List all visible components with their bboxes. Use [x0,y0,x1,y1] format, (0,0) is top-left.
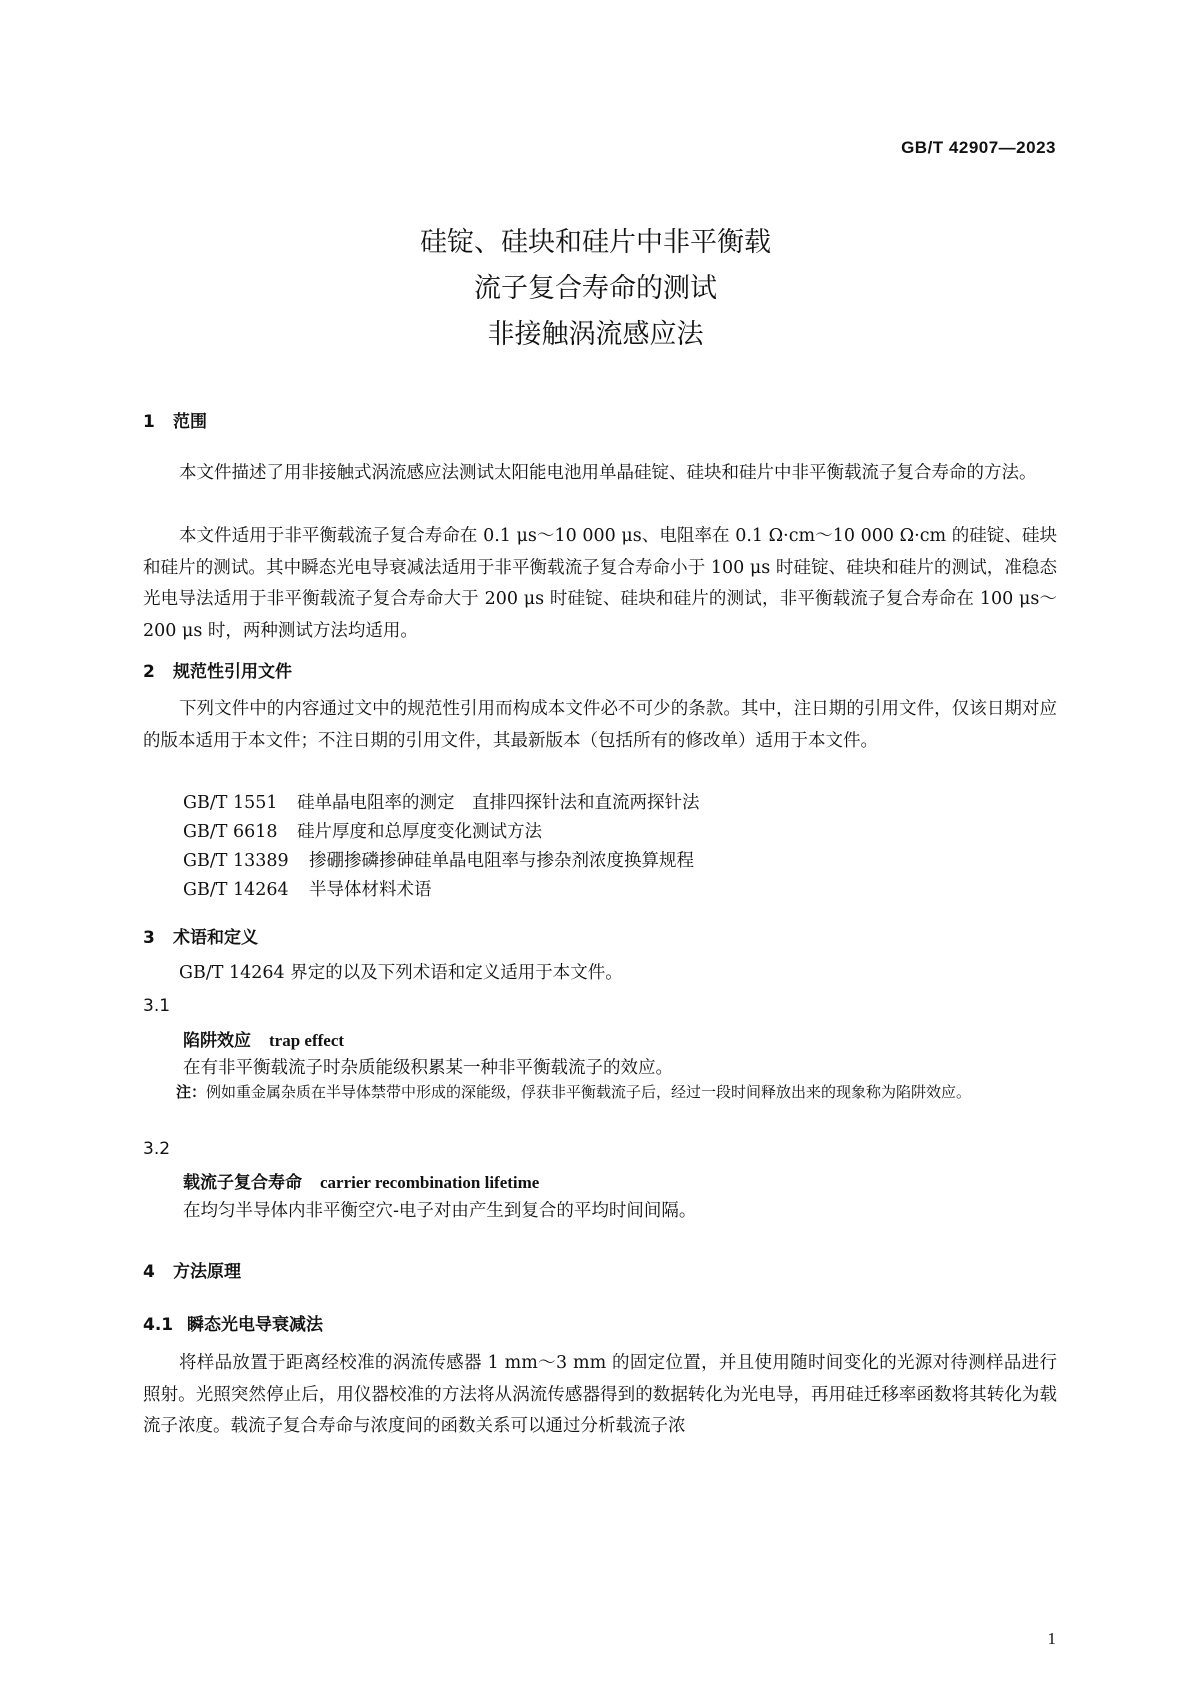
term-note [176,1078,1092,1106]
section-title: 术语和定义 [173,928,258,948]
document-title-line-3: 非接触涡流感应法 [487,319,704,350]
section-number: 2 [143,662,155,682]
term-entry [183,1168,539,1193]
reference-item [183,876,432,901]
term-english: trap effect [269,1031,345,1050]
subsection-number: 4.1 [143,1315,174,1335]
section-3-heading [143,923,258,948]
term-entry [183,1026,344,1051]
section-1-paragraph-1: 本文件描述了用非接触式涡流感应法测试太阳能电池用单晶硅锭、硅块和硅片中非平衡载流子复合寿命的方法。 [179,463,1037,483]
reference-title: 硅单晶电阻率的测定 直排四探针法和直流两探针法 [297,793,700,813]
section-number: 1 [143,412,155,432]
section-title: 规范性引用文件 [173,662,292,682]
note-text: 例如重金属杂质在半导体禁带中形成的深能级，俘获非平衡载流子后，经过一段时间释放出来的现象称为陷阱效应。 [206,1083,972,1101]
section-2-heading [143,657,292,682]
term-english: carrier recombination lifetime [320,1173,540,1192]
reference-item [183,847,694,872]
reference-code: GB/T 1551 [183,793,278,813]
term-number: 3.1 [143,996,171,1016]
section-number: 3 [143,928,155,948]
note-label: 注： [176,1083,207,1101]
section-number: 4 [143,1262,155,1282]
reference-item [183,789,700,814]
term-number: 3.2 [143,1139,171,1159]
subsection-4-1-heading [143,1310,323,1335]
reference-code: GB/T 13389 [183,851,289,871]
reference-title: 半导体材料术语 [309,880,432,900]
term-definition: 在均匀半导体内非平衡空穴-电子对由产生到复合的平均时间间隔。 [183,1201,697,1221]
section-1-heading [143,407,207,432]
document-title-line-2: 流子复合寿命的测试 [474,273,717,304]
reference-item [183,818,542,843]
term-chinese: 陷阱效应 [183,1031,251,1051]
reference-code: GB/T 14264 [183,880,289,900]
subsection-4-1-paragraph: 将样品放置于距离经校准的涡流传感器 1 mm～3 mm 的固定位置，并且使用随时间变化的光源对待测样品进行照射。光照突然停止后，用仪器校准的方法将从涡流传感器得到的数据转化为光电导，再用硅迁移率函数将其转化为载流子浓度。载流子复合寿命与浓度间的函数关系可以通过分析载流子浓 [143,1353,1057,1436]
section-2-intro: 下列文件中的内容通过文中的规范性引用而构成本文件必不可少的条款。其中，注日期的引用文件，仅该日期对应的版本适用于本文件；不注日期的引用文件，其最新版本（包括所有的修改单）适用于本文件。 [143,699,1057,751]
section-4-heading [143,1257,241,1282]
term-definition: 在有非平衡载流子时杂质能级积累某一种非平衡载流子的效应。 [183,1058,673,1078]
section-title: 范围 [173,412,207,432]
reference-title: 掺硼掺磷掺砷硅单晶电阻率与掺杂剂浓度换算规程 [309,851,694,871]
document-title-line-1: 硅锭、硅块和硅片中非平衡载 [420,227,771,258]
term-chinese: 载流子复合寿命 [183,1173,302,1193]
standard-code: GB/T 42907—2023 [901,138,1056,157]
page-number: 1 [1047,1629,1056,1648]
section-title: 方法原理 [173,1262,241,1282]
reference-code: GB/T 6618 [183,822,278,842]
reference-title: 硅片厚度和总厚度变化测试方法 [297,822,542,842]
section-1-paragraph-2: 本文件适用于非平衡载流子复合寿命在 0.1 μs～10 000 μs、电阻率在 0.1 Ω·cm～10 000 Ω·cm 的硅锭、硅块和硅片的测试。其中瞬态光电导衰减法适用于非平衡载流子复合寿命小于 100 μs 时硅锭、硅块和硅片的测试，准稳态光电导法适用于非平衡载流子复合寿命大于 200 μs 时硅锭、硅块和硅片的测试，非平衡载流子复合寿命在 100 μs～200 μs 时，两种测试方法均适用。 [143,526,1057,641]
subsection-title: 瞬态光电导衰减法 [187,1315,323,1335]
section-3-intro: GB/T 14264 界定的以及下列术语和定义适用于本文件。 [179,963,623,983]
